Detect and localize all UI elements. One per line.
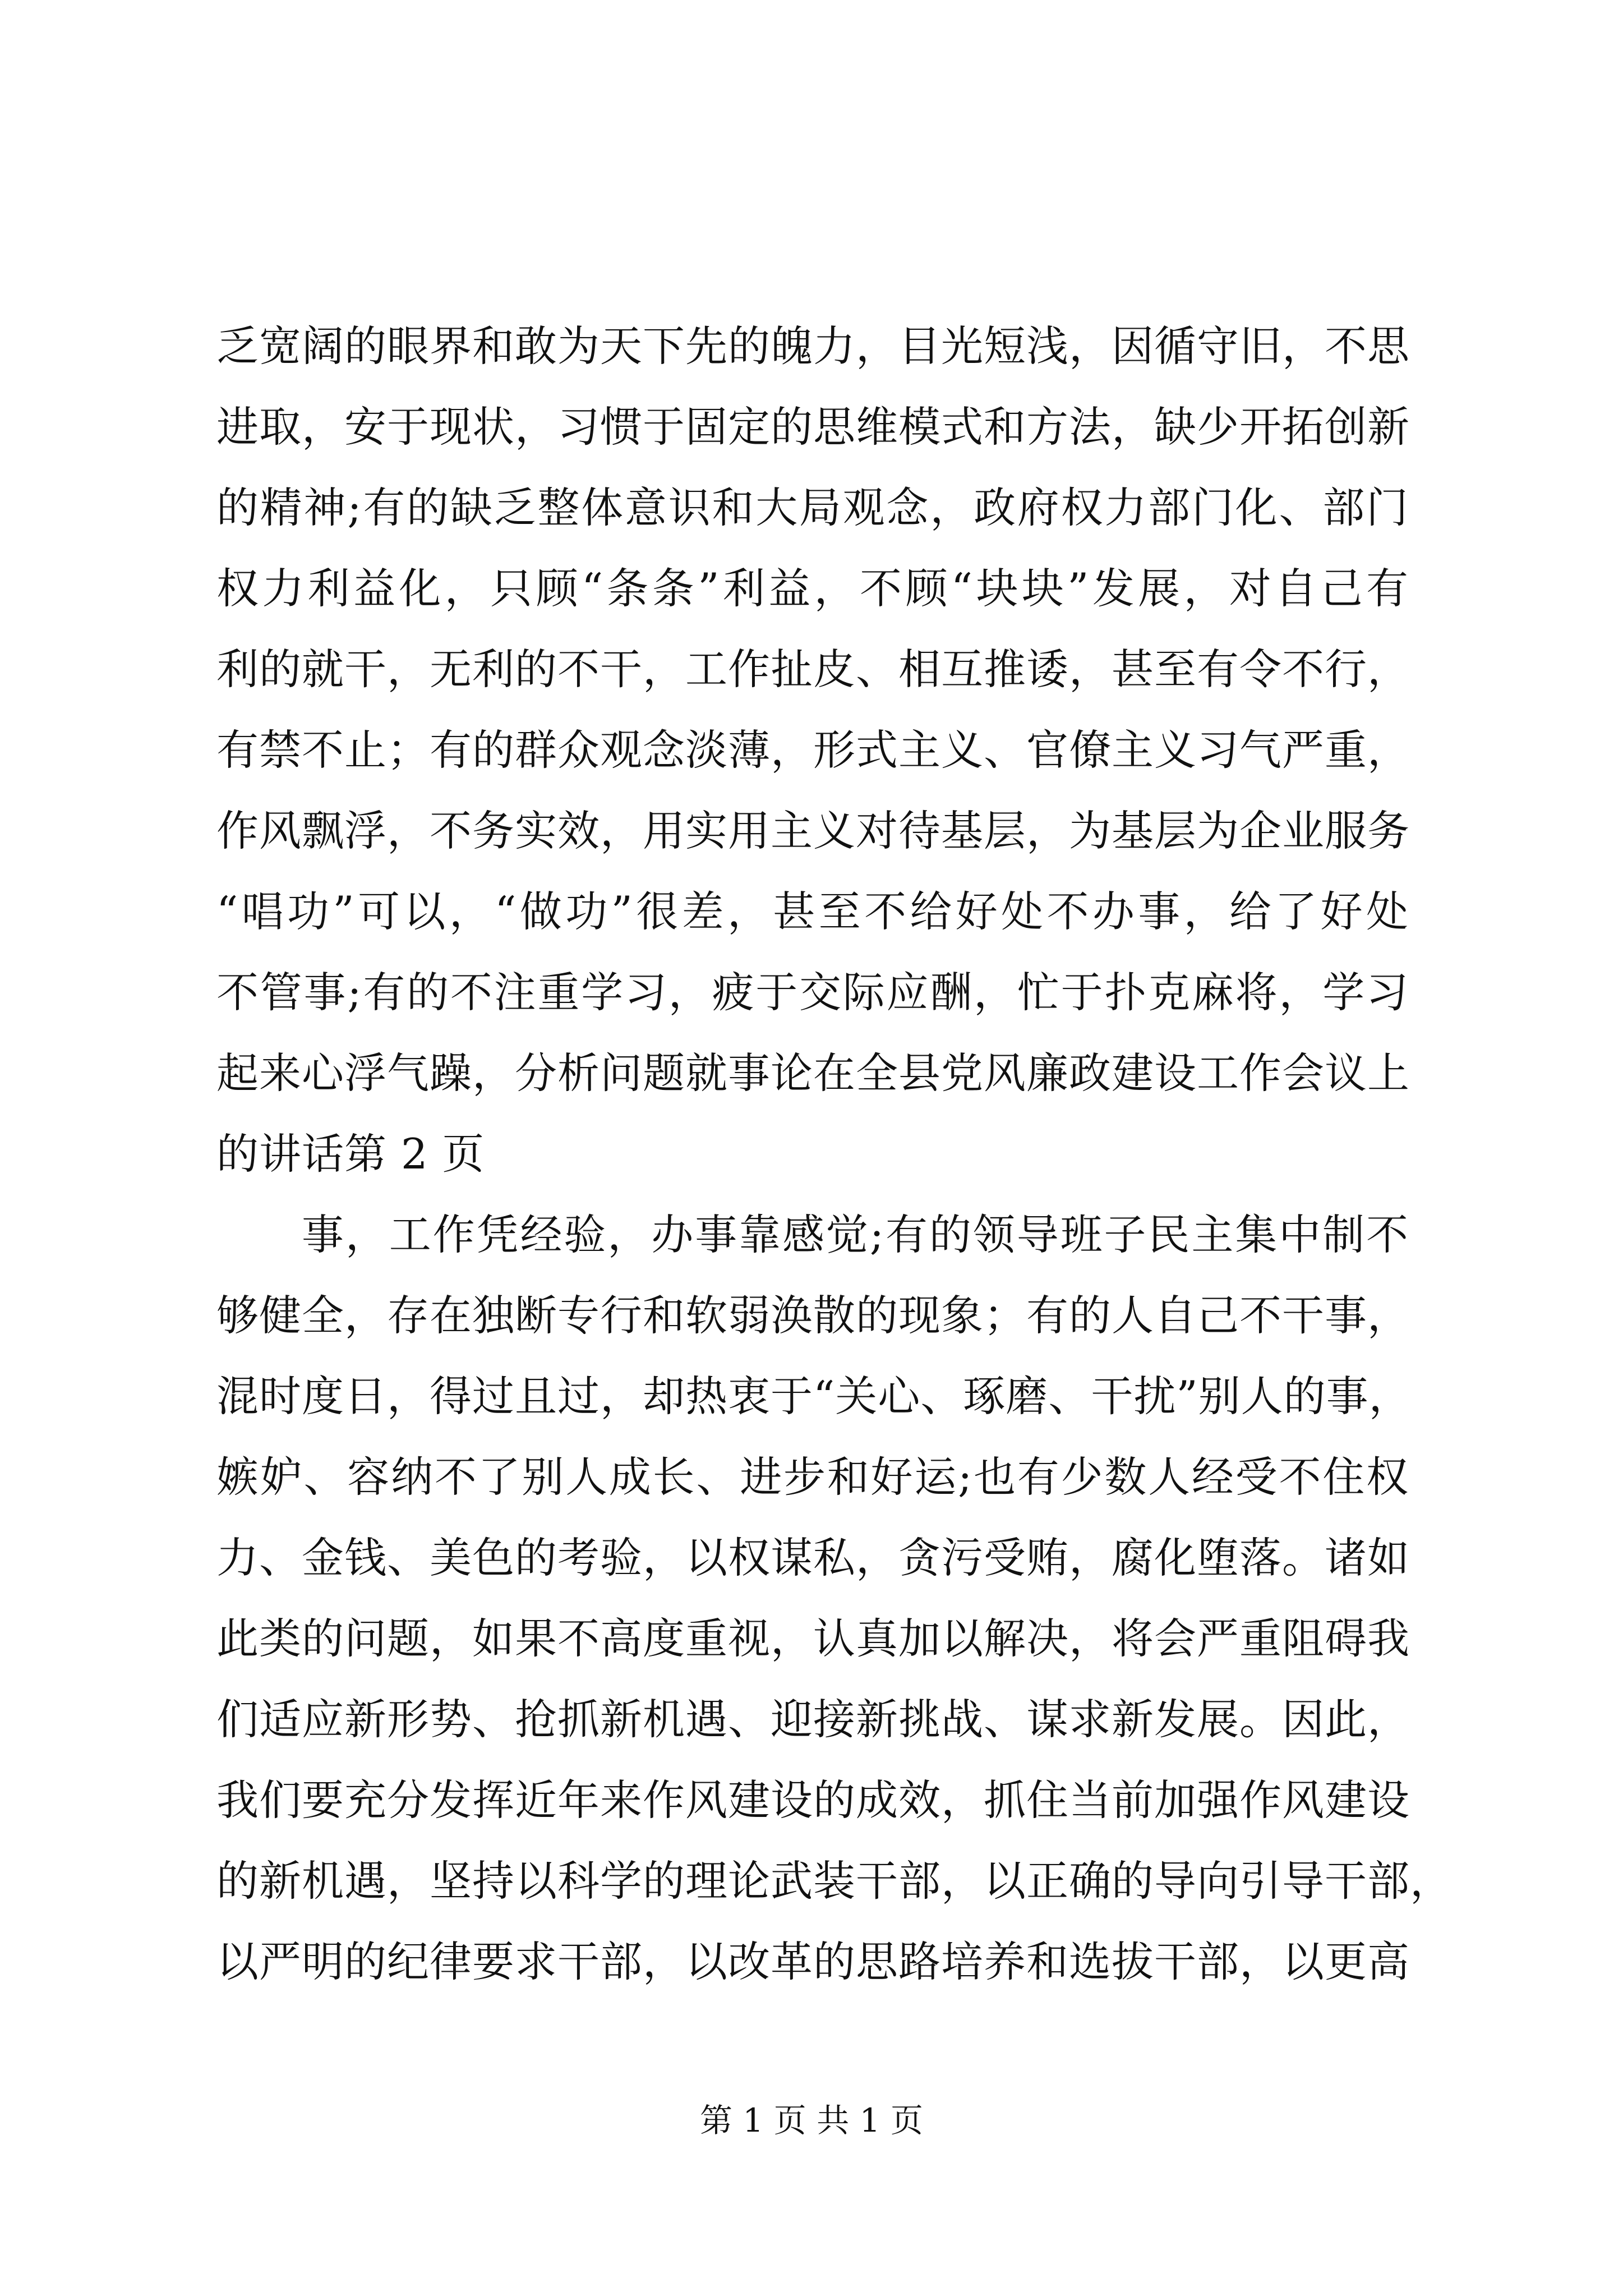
- text-line: 乏宽阔的眼界和敢为天下先的魄力，目光短浅，因循守旧，不思: [216, 321, 1410, 371]
- text-line: 们适应新形势、抢抓新机遇、迎接新挑战、谋求新发展。因此，: [216, 1695, 1410, 1744]
- text-line: 嫉妒、容纳不了别人成长、进步和好运;也有少数人经受不住权: [216, 1452, 1409, 1502]
- paragraph-first-line: [216, 1194, 1409, 1275]
- text-line: 作风飘浮，不务实效，用实用主义对待基层，为基层为企业服务: [216, 806, 1410, 855]
- text-line: “唱功”可以，“做功”很差，甚至不给好处不办事，给了好处: [216, 887, 1409, 936]
- text-line: 有禁不止；有的群众观念淡薄，形式主义、官僚主义习气严重，: [216, 725, 1410, 775]
- text-line: 我们要充分发挥近年来作风建设的成效，抓住当前加强作风建设: [216, 1775, 1410, 1825]
- text-line: 不管事;有的不注重学习，疲于交际应酬，忙于扑克麻将，学习: [216, 968, 1409, 1017]
- text-line: 混时度日，得过且过，却热衷于“关心、琢磨、干扰”别人的事，: [216, 1372, 1412, 1421]
- page-footer: 第 1 页 共 1 页: [700, 2101, 923, 2139]
- text-line: 力、金钱、美色的考验，以权谋私，贪污受贿，腐化堕落。诸如: [216, 1533, 1410, 1582]
- text-line: 进取，安于现状，习惯于固定的思维模式和方法，缺少开拓创新: [216, 402, 1410, 452]
- text-line: 事，工作凭经验，办事靠感觉;有的领导班子民主集中制不: [301, 1210, 1409, 1259]
- text-line: 的讲话第 2 页: [216, 1129, 485, 1179]
- text-line: 利的就干，无利的不干，工作扯皮、相互推诿，甚至有令不行，: [216, 645, 1410, 694]
- text-line: 的新机遇，坚持以科学的理论武装干部，以正确的导向引导干部，: [216, 1856, 1453, 1906]
- text-line: 以严明的纪律要求干部，以改革的思路培养和选拔干部，以更高: [216, 1937, 1410, 1986]
- text-line: 够健全，存在独断专行和软弱涣散的现象；有的人自己不干事，: [216, 1291, 1410, 1340]
- text-line: 起来心浮气躁，分析问题就事论在全县党风廉政建设工作会议上: [216, 1048, 1410, 1098]
- text-line: 权力利益化，只顾“条条”利益，不顾“块块”发展，对自己有: [216, 564, 1409, 613]
- text-line: 此类的问题，如果不高度重视，认真加以解决，将会严重阻碍我: [216, 1614, 1410, 1663]
- document-body: [216, 306, 1453, 2002]
- text-line: 的精神;有的缺乏整体意识和大局观念，政府权力部门化、部门: [216, 483, 1409, 532]
